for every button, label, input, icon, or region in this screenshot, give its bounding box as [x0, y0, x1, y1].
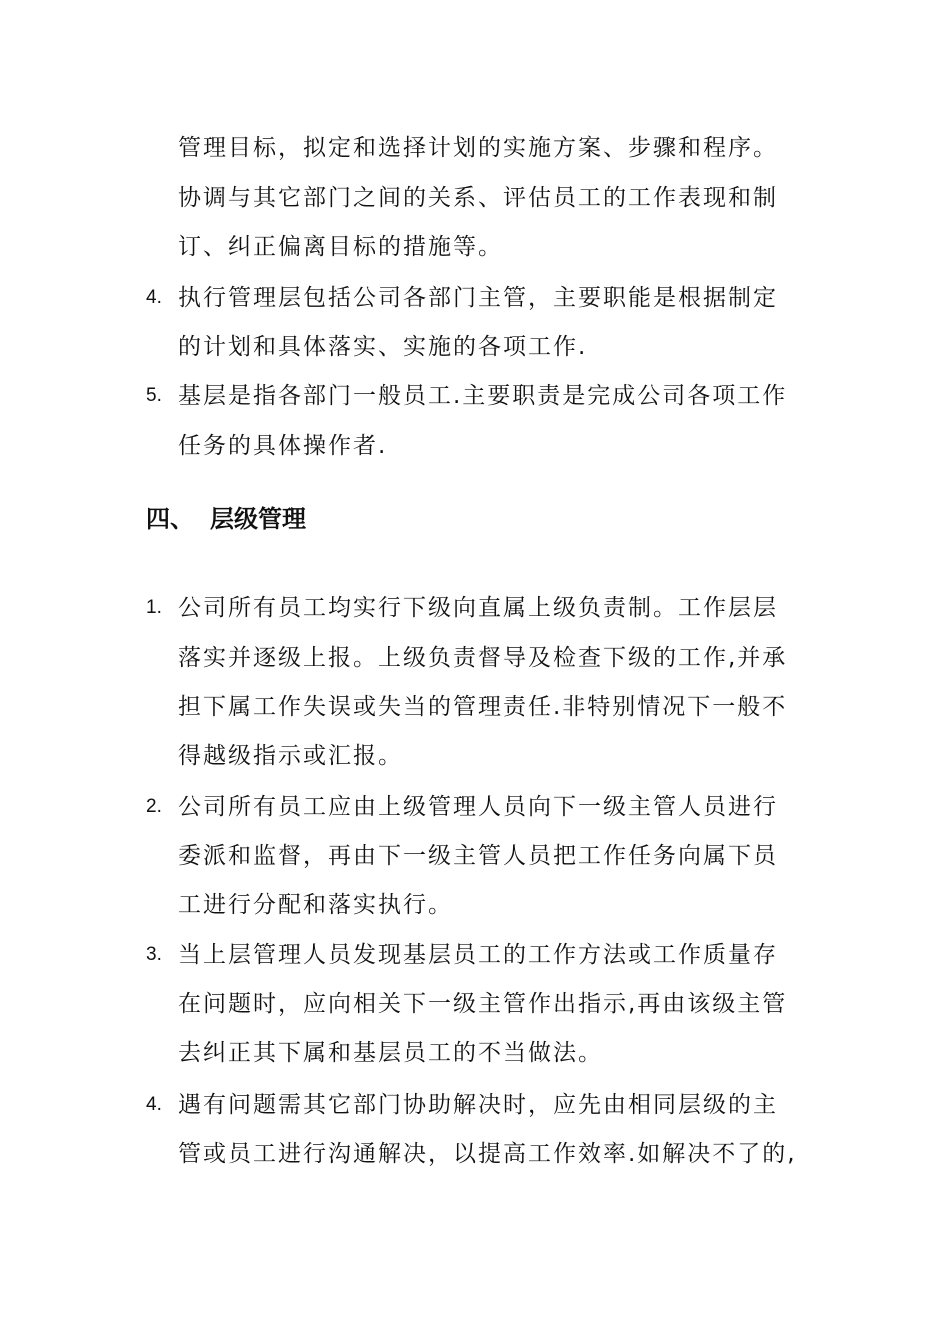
list-item-line: 担下属工作失误或失当的管理责任.非特别情况下一般不	[178, 694, 788, 720]
list-item-line: 遇有问题需其它部门协助解决时，应先由相同层级的主	[178, 1092, 778, 1118]
list-item-line: 委派和监督，再由下一级主管人员把工作任务向属下员	[178, 843, 778, 869]
list-number: 5.	[146, 385, 162, 406]
list-item-line: 管或员工进行沟通解决，以提高工作效率.如解决不了的,	[178, 1141, 797, 1167]
list-item-line: 工进行分配和落实执行。	[178, 892, 453, 918]
list-item-line: 去纠正其下属和基层员工的不当做法。	[178, 1040, 603, 1066]
list-item-line: 基层是指各部门一般员工.主要职责是完成公司各项工作	[178, 383, 788, 409]
list-item-line: 的计划和具体落实、实施的各项工作.	[178, 334, 588, 360]
list-number: 4.	[146, 287, 162, 308]
list-item-line: 执行管理层包括公司各部门主管，主要职能是根据制定	[178, 285, 778, 311]
section-title: 层级管理	[210, 505, 306, 533]
list-number: 3.	[146, 944, 162, 965]
list-number: 1.	[146, 597, 162, 618]
section-number: 四、	[146, 505, 194, 533]
list-item-line: 落实并逐级上报。上级负责督导及检查下级的工作,并承	[178, 645, 788, 671]
list-item-line: 公司所有员工应由上级管理人员向下一级主管人员进行	[178, 794, 778, 820]
paragraph-line: 协调与其它部门之间的关系、评估员工的工作表现和制	[178, 185, 778, 211]
list-item-line: 公司所有员工均实行下级向直属上级负责制。工作层层	[178, 595, 778, 621]
list-item-line: 得越级指示或汇报。	[178, 743, 403, 769]
paragraph-line: 管理目标，拟定和选择计划的实施方案、步骤和程序。	[178, 135, 778, 161]
paragraph-line: 订、纠正偏离目标的措施等。	[178, 234, 503, 260]
list-number: 2.	[146, 796, 162, 817]
list-item-line: 任务的具体操作者.	[178, 433, 388, 459]
list-number: 4.	[146, 1094, 162, 1115]
list-item-line: 当上层管理人员发现基层员工的工作方法或工作质量存	[178, 942, 778, 968]
list-item-line: 在问题时，应向相关下一级主管作出指示,再由该级主管	[178, 991, 788, 1017]
